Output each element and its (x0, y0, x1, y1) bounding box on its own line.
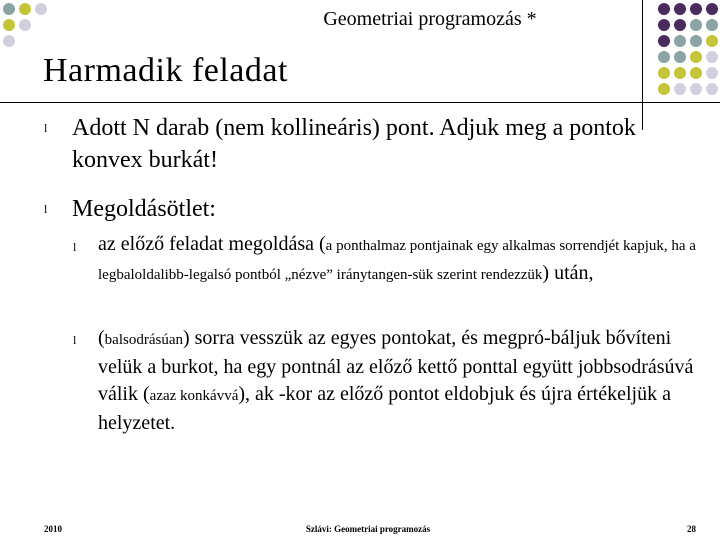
slide-title: Harmadik feladat (43, 52, 288, 89)
header-title: Geometriai programozás * (323, 8, 537, 30)
decorative-dot (3, 3, 15, 15)
footer-center: Szlávi: Geometriai programozás (305, 524, 431, 534)
decorative-dot (658, 51, 670, 63)
bullet-icon: l (44, 121, 48, 135)
sub-bullet-text: ) után, (542, 262, 594, 284)
bullet-icon: l (73, 333, 77, 347)
sub-bullet-small-text: balsodrásúan (104, 332, 183, 348)
decorative-dot (35, 3, 47, 15)
decorative-dot (690, 19, 702, 31)
footer-page-number: 28 (687, 524, 696, 534)
decorative-dot (690, 35, 702, 47)
sub-bullet-sorting (98, 231, 698, 289)
vertical-divider (642, 0, 643, 130)
sub-bullet-text: ), ak -kor az előző pontot eldobjuk és újra értékeljük a helyzetet. (98, 383, 671, 434)
decorative-dot (706, 35, 718, 47)
decorative-dot (3, 19, 15, 31)
decorative-dot (690, 83, 702, 95)
sub-bullet-text: az előző feladat megoldása ( (98, 233, 326, 255)
decorative-dot (674, 51, 686, 63)
decorative-dot (674, 35, 686, 47)
decorative-dot (706, 51, 718, 63)
decorative-dot (19, 3, 31, 15)
footer-year: 2010 (44, 524, 62, 534)
decorative-dot (658, 19, 670, 31)
decorative-dot (674, 3, 686, 15)
decorative-dot (690, 3, 702, 15)
decorative-dot (674, 67, 686, 79)
decorative-dot (690, 67, 702, 79)
sub-bullet-small-text: a ponthalmaz pontjainak egy alkalmas sorrendjét kapjuk, ha a legbaloldalibb-legalsó pontból „nézve” iránytangen-sük szerint rendezzük (98, 238, 696, 283)
decorative-dot (658, 83, 670, 95)
decorative-dot (3, 35, 15, 47)
decorative-dot (706, 83, 718, 95)
decorative-dot (674, 83, 686, 95)
decorative-dot (706, 67, 718, 79)
bullet-solution-idea: Megoldásötlet: (72, 196, 216, 222)
horizontal-divider (0, 102, 720, 103)
bullet-problem: Adott N darab (nem kollineáris) pont. Adjuk meg a pontok konvex burkát! (72, 115, 636, 173)
decorative-dot (19, 19, 31, 31)
decorative-dot (690, 51, 702, 63)
decorative-dot (706, 3, 718, 15)
decorative-dot (658, 67, 670, 79)
bullet-icon: l (73, 240, 77, 254)
sub-bullet-text: ) sorra vesszük az egyes pontokat, és megpró-báljuk bővíteni velük a burkot, ha egy pontnál az előző kettő ponttal együtt jobbsodrásúvá válik ( (98, 327, 694, 405)
decorative-dot (658, 35, 670, 47)
sub-bullet-text: ( (98, 327, 105, 349)
decorative-dot (674, 19, 686, 31)
decorative-dot (658, 3, 670, 15)
decorative-dot (706, 19, 718, 31)
sub-bullet-hull-building (98, 325, 698, 437)
sub-bullet-small-text: azaz konkávvá (149, 388, 239, 404)
bullet-icon: l (44, 202, 48, 216)
